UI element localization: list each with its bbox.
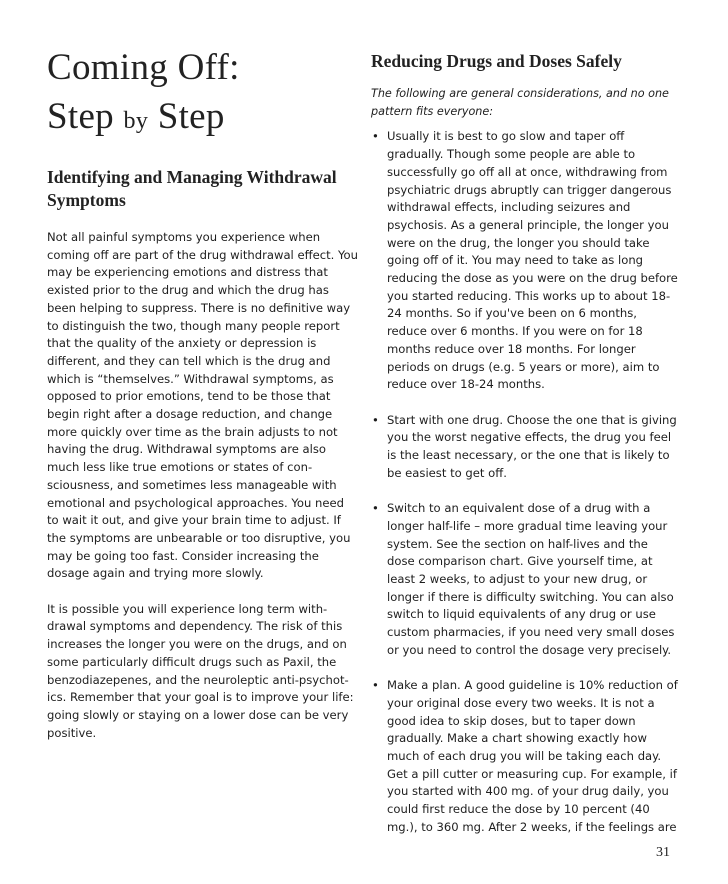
bullet-icon: • (372, 412, 379, 427)
bullet-icon: • (372, 678, 379, 693)
section-heading-withdrawal: Identifying and Managing Withdrawal Symptoms (47, 167, 337, 210)
list-item (371, 677, 679, 836)
page-title (47, 48, 240, 141)
list-item (371, 128, 679, 394)
list-item-text: Start with one drug. Choose the one that is giving you the worst negative effects, the drug you feel is the least necessary, or the one that is likely to be easiest to get off. (387, 412, 677, 480)
list-item-text: Make a plan. A good guideline is 10% reduction of your original dose every two weeks. It is not a good idea to skip doses, but to taper down gradually. Make a chart showing exactly how much of each drug you will be taking each day. Get a pill cutter or measuring cup. For example, if you started with 400 mg. of your drug daily, you could first reduce the dose by 10 percent (40 mg.), to 360 mg. After 2 weeks, if the feelings are (387, 678, 678, 834)
left-column (47, 166, 359, 742)
bullet-list (371, 128, 679, 836)
title-word-step-2: Step (157, 96, 225, 137)
title-word-by: by (123, 108, 149, 134)
list-item (371, 412, 679, 483)
title-word-step-1: Step (47, 96, 114, 137)
list-item-text: Usually it is best to go slow and taper off gradually. Though some people are able to successfully go off all at once, withdrawing from psychiatric drugs abruptly can trigger dangerous withdrawal effects, including seizures and psychosis. As a general principle, the longer you were on the drug, the longer you should take going off of it. You may need to take as long reducing the dose as you were on the drug before you started reducing. This works up to about 18-24 months. So if you've been on 6 months, reduce over 6 months. If you were on for 18 months reduce over 18 months. For longer periods on drugs (e.g. 5 years or more), aim to reduce over 18-24 months. (387, 129, 678, 392)
list-item-text: Switch to an equivalent dose of a drug with a longer half-life – more gradual time leaving your system. See the section on half-lives and the dose comparison chart. Give yourself time, at least 2 weeks, to adjust to your new drug, or longer if there is difficulty switching. You can also switch to liquid equivalents of any drug or use custom pharmacies, if you need very small doses or you need to control the dosage very precisely. (387, 501, 675, 657)
paragraph-2: It is possible you will experience long term with-drawal symptoms and dependency. The risk of this increases the longer you were on the drugs, and on some particularly difficult drugs such as Paxil, the benzodiazepenes, and the neuroleptic anti-psychot-ics. Remember that your goal is to improve your life: going slowly or staying on a lower dose can be very positive. (47, 601, 354, 740)
title-line-1: Coming Off: (47, 47, 240, 88)
paragraph-1: Not all painful symptoms you experience when coming off are part of the drug withdrawal effect. You may be experiencing emotions and distress that existed prior to the drug and which the drug has been helping to suppress. There is no definitive way to distinguish the two, though many people report that the quality of the anxiety or depression is different, and they can tell which is the drug and which is “themselves.” Withdrawal symptoms, as opposed to prior emotions, tend to be those that begin right after a dosage reduction, and change more quickly over time as the brain adjusts to not having the drug. Withdrawal symptoms are also much less like true emotions or states of con-sciousness, and sometimes less manageable with emotional and psychological approaches. You need to wait it out, and give your brain time to adjust. If the symptoms are unbearable or too disruptive, you may be going too fast. Consider increasing the dosage again and trying more slowly. (47, 230, 358, 581)
right-column (371, 50, 679, 854)
title-line-2 (47, 97, 240, 141)
bullet-icon: • (372, 129, 379, 144)
bullet-icon: • (372, 501, 379, 516)
intro-text: The following are general considerations, and no one pattern fits everyone: (371, 87, 669, 118)
list-item (371, 500, 679, 659)
page-number: 31 (656, 845, 670, 860)
section-heading-reducing: Reducing Drugs and Doses Safely (371, 51, 622, 71)
